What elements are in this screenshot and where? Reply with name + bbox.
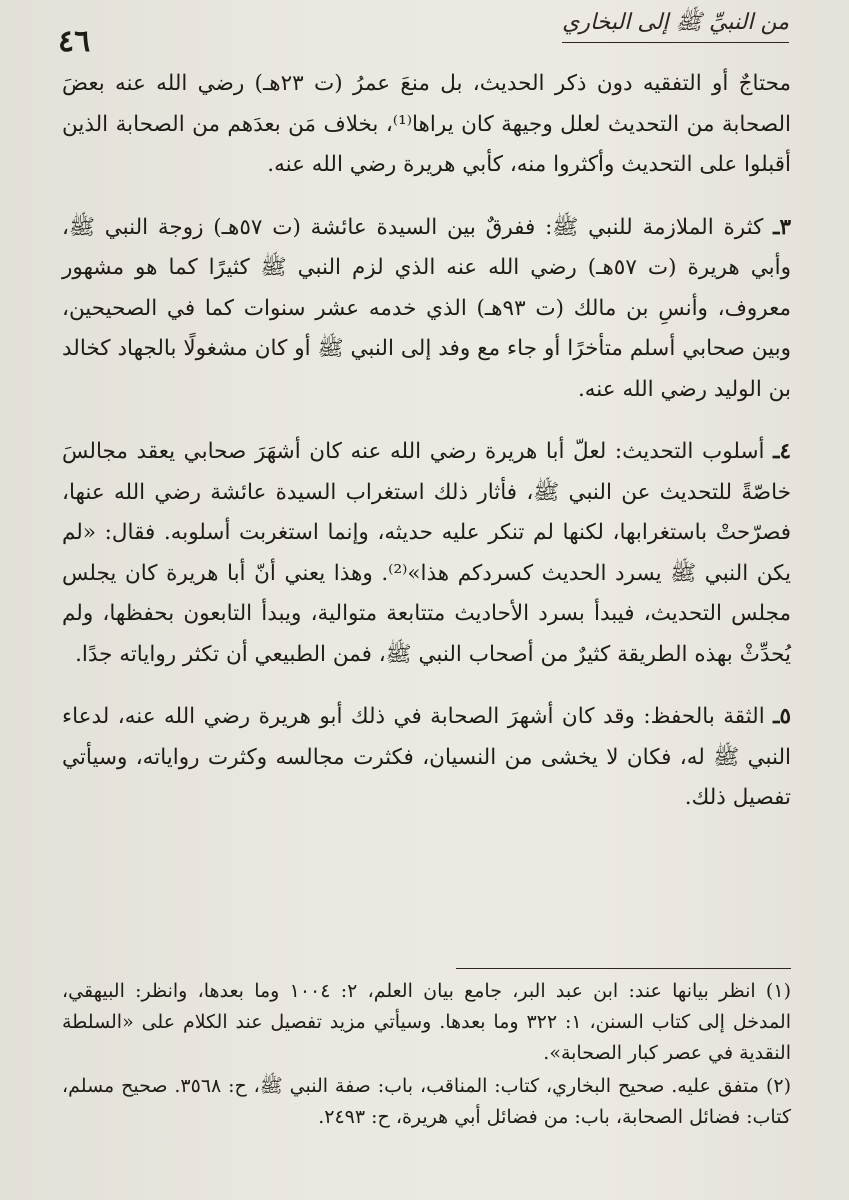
point-number: ٥ـ	[773, 704, 791, 729]
point-text: كثرة الملازمة للنبي ﷺ: ففرقٌ بين السيدة عائشة (ت ٥٧هـ) زوجة النبي ﷺ، وأبي هريرة (ت ٥٧هـ) رضي الله عنه الذي لزم النبي ﷺ كثيرًا كما هو مشهور معروف، وأنسِ بن مالك (ت ٩٣هـ) الذي خدمه عشر سنوات كما في الصحيحين، وبين صحابي أسلم متأخرًا أو جاء مع وفد إلى النبي ﷺ أو كان مشغولًا بالجهاد كخالد بن الوليد رضي الله عنه.	[62, 214, 792, 402]
paragraph-point-4	[62, 432, 791, 675]
page-header	[58, 8, 789, 59]
paragraph-point-5	[62, 697, 791, 819]
point-text: أسلوب التحديث: لعلّ أبا هريرة رضي الله عنه كان أشهَرَ صحابي يعقد مجالسَ خاصّةً للتحديث عن النبي ﷺ، فأثار ذلك استغراب السيدة عائشة رضي الله عنها، فصرّحتْ باستغرابها، لكنها لم تنكر عليه حديثه، وإنما استغربت أسلوبه. فقال: «لم يكن النبي ﷺ يسرد الحديث كسردكم هذا»⁽²⁾. وهذا يعني أنّ أبا هريرة كان يجلس مجلس التحديث، فيبدأ بسرد الأحاديث متتابعة متوالية، ويبدأ التابعون بحفظها، ولم يُحدِّثْ بهذه الطريقة كثيرٌ من أصحاب النبي ﷺ، فمن الطبيعي أن تكثر رواياته جدًا.	[62, 439, 791, 667]
page-number: ٤٦	[58, 24, 91, 59]
footnote-1: (١) انظر بيانها عند: ابن عبد البر، جامع بيان العلم، ٢: ١٠٠٤ وما بعدها، وانظر: البيهقي، المدخل إلى كتاب السنن، ١: ٣٢٢ وما بعدها. وسيأتي مزيد تفصيل عند الكلام على «السلطة النقدية في عصر كبار الصحابة».	[62, 980, 791, 1064]
point-number: ٤ـ	[773, 439, 791, 464]
running-title: من النبيِّ ﷺ إلى البخاري	[562, 8, 789, 43]
footnote-divider	[456, 968, 791, 969]
footnote-2: (٢) متفق عليه. صحيح البخاري، كتاب: المناقب، باب: صفة النبي ﷺ، ح: ٣٥٦٨. صحيح مسلم، كتاب: فضائل الصحابة، باب: من فضائل أبي هريرة، ح: ٢٤٩٣.	[62, 1075, 791, 1128]
footnotes	[62, 976, 791, 1135]
point-text: الثقة بالحفظ: وقد كان أشهرَ الصحابة في ذلك أبو هريرة رضي الله عنه، لدعاء النبي ﷺ له، فكان لا يخشى من النسيان، فكثرت مجالسه وكثرت رواياته، وسيأتي تفصيل ذلك.	[62, 704, 791, 810]
point-number: ٣ـ	[773, 214, 791, 240]
paragraph-point-3	[62, 208, 791, 411]
main-text	[62, 64, 791, 841]
paragraph-intro: محتاجٌ أو التفقيه دون ذكر الحديث، بل منعَ عمرُ (ت ٢٣هـ) رضي الله عنه بعضَ الصحابة من التحديث لعلل وجيهة كان يراها⁽¹⁾، بخلاف مَن بعدَهم من الصحابة الذين أقبلوا على التحديث وأكثروا منه، كأبي هريرة رضي الله عنه.	[62, 71, 791, 177]
